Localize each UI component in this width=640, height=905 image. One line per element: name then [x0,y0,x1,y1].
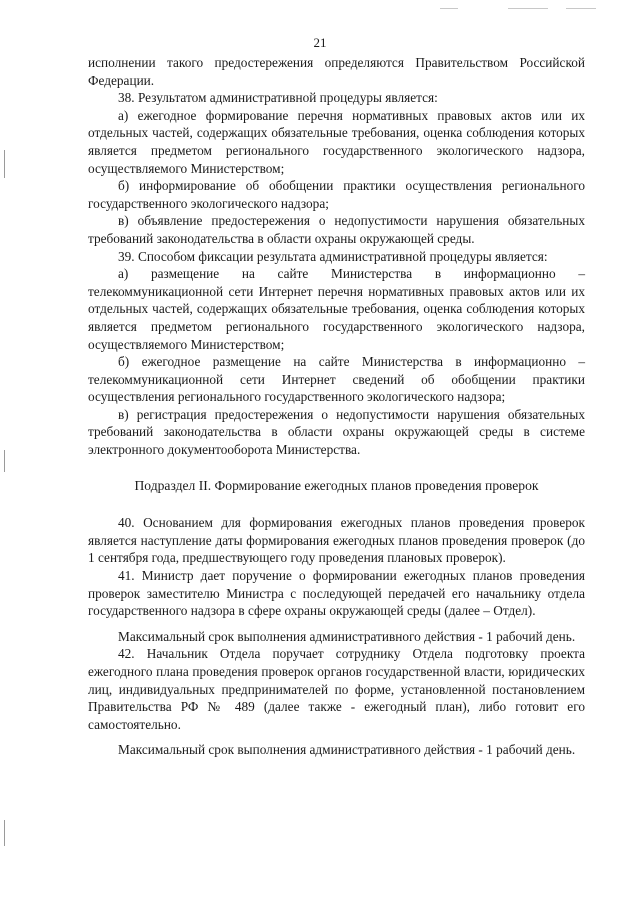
paragraph-38a: а) ежегодное формирование перечня нормативных правовых актов или их отдельных частей, содержащих обязательные требования, оценка соблюдения которых является предметом регионального государственного экологического надзора, осуществляемого Министерством; [88,107,585,176]
binding-mark [4,450,5,472]
paragraph-41: 41. Министр дает поручение о формировании ежегодных планов проведения проверок заместителю Министра с последующей передачей его начальнику отдела государственного надзора в сфере охраны окружающей среды (далее – Отдел). [88,568,585,619]
paragraph-39: 39. Способом фиксации результата административной процедуры является: [118,248,548,264]
paragraph-40: 40. Основанием для формирования ежегодных планов проведения проверок является наступление даты формирования ежегодных планов проведения проверок (до 1 сентября года, предшествующего году проведения плановых проверок). [88,515,585,566]
scan-artifact [566,8,596,9]
binding-mark [4,820,5,846]
paragraph-38b: б) информирование об обобщении практики осуществления регионального государственного экологического надзора; [88,178,585,211]
paragraph-39c: в) регистрация предостережения о недопустимости нарушения обязательных требований законодательства в области охраны окружающей среды в системе электронного документооборота Министерства. [88,406,585,458]
paragraph-42: 42. Начальник Отдела поручает сотруднику Отдела подготовку проекта ежегодного плана проведения проверок органов государственной власти, юридических лиц, индивидуальных предпринимателей по форме, установленной постановлением Правительства РФ № 489 (далее также - ежегодный план), либо готовит его самостоятельно. [88,646,585,732]
paragraph-38c: в) объявление предостережения о недопустимости нарушения обязательных требований законодательства в области охраны окружающей среды. [88,213,585,246]
paragraph-continuation: исполнении такого предостережения определяются Правительством Российской Федерации. [88,55,585,88]
page-number: 21 [313,35,327,50]
paragraph-39b: б) ежегодное размещение на сайте Министерства в информационно – телекоммуникационной сети Интернет сведений об обобщении практики осуществления регионального государственного экологического надзора; [88,354,585,405]
paragraph-39a: а) размещение на сайте Министерства в информационно – телекоммуникационной сети Интернет перечня нормативных правовых актов или их отдельных частей, содержащих обязательные требования, оценка соблюдения которых является предметом регионального государственного экологического надзора, осуществляемого Министерством; [88,266,585,352]
paragraph-42-term: Максимальный срок выполнения административного действия - 1 рабочий день. [118,742,576,758]
scan-artifact [440,8,458,9]
paragraph-38: 38. Результатом административной процедуры является: [118,90,438,106]
document-body [88,54,585,759]
scan-artifact [508,8,548,9]
binding-mark [4,150,5,178]
subsection-title: Подраздел II. Формирование ежегодных планов проведения проверок [134,477,539,493]
paragraph-41-term: Максимальный срок выполнения административного действия - 1 рабочий день. [118,628,576,644]
